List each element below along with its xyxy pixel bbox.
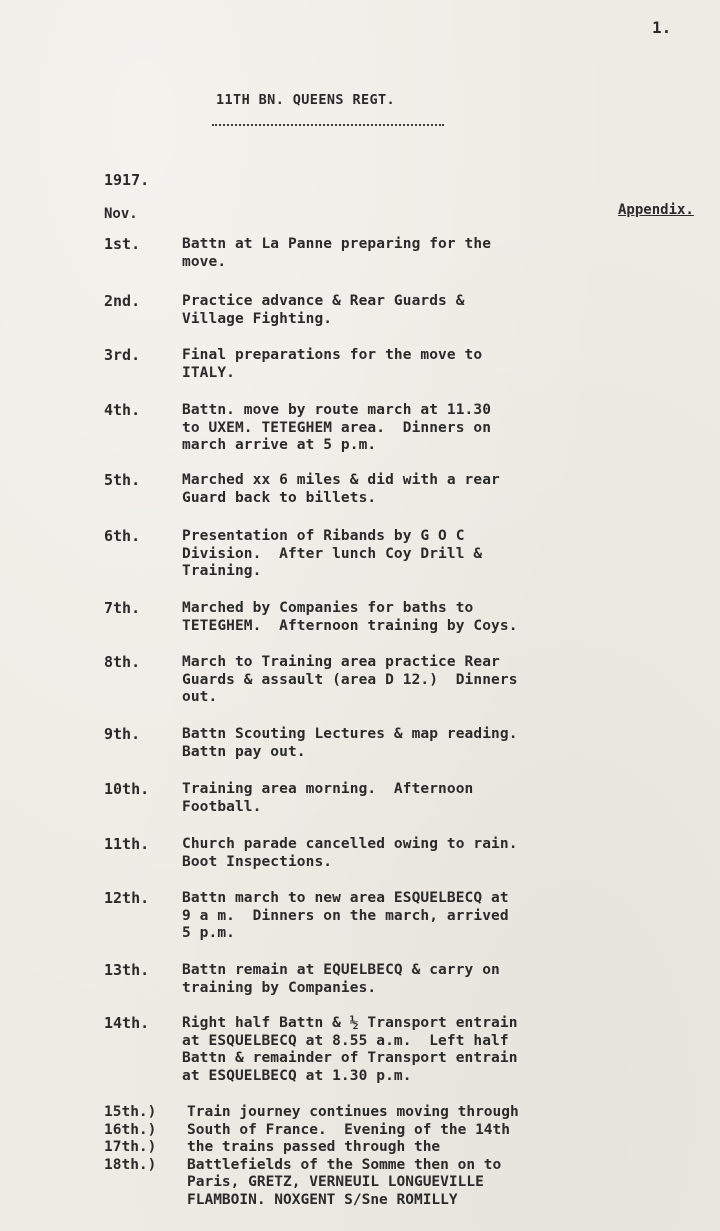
entry-text: Training area morning. Afternoon Football.	[182, 781, 474, 815]
entry-date: 14th.	[104, 1014, 150, 1032]
entry-date: 7th.	[104, 599, 141, 617]
entry-date: 6th.	[104, 527, 141, 545]
entry-text: Battn. move by route march at 11.30 to UXEM. TETEGHEM area. Dinners on march arrive at 5 p.m.	[182, 402, 492, 453]
appendix-column-heading: Appendix.	[618, 202, 694, 218]
title-underline	[212, 124, 444, 126]
entry-date: 1st.	[104, 235, 141, 253]
entry-date: 11th.	[104, 835, 150, 853]
page-number: 1.	[652, 18, 672, 37]
entry-date: 3rd.	[104, 346, 141, 364]
entry-date-range: 15th.) 16th.) 17th.) 18th.)	[104, 1104, 157, 1173]
entry-text: Final preparations for the move to ITALY.	[182, 347, 483, 381]
entry-text: Battn remain at EQUELBECQ & carry on training by Companies.	[182, 962, 500, 996]
entry-date: 9th.	[104, 725, 141, 743]
entry-date: 12th.	[104, 889, 150, 907]
entry-text: Marched by Companies for baths to TETEGHEM. Afternoon training by Coys.	[182, 600, 518, 634]
entry-text: Train journey continues moving through South of France. Evening of the 14th the trains passed through the Battlefields of the Somme then on to Paris, GRETZ, VERNEUIL LONGUEVILLE FLAMBOIN. NOXGENT S/Sne ROMILLY	[187, 1104, 519, 1208]
entry-date: 10th.	[104, 780, 150, 798]
diary-year: 1917.	[104, 171, 150, 189]
diary-month: Nov.	[104, 206, 138, 222]
entry-date: 4th.	[104, 401, 141, 419]
entry-text: Marched xx 6 miles & did with a rear Guard back to billets.	[182, 472, 500, 506]
entry-text: Right half Battn & ½ Transport entrain at ESQUELBECQ at 8.55 a.m. Left half Battn & remainder of Transport entrain at ESQUELBECQ at 1.30 p.m.	[182, 1015, 518, 1084]
entry-text: March to Training area practice Rear Guards & assault (area D 12.) Dinners out.	[182, 654, 518, 705]
entry-text: Practice advance & Rear Guards & Village Fighting.	[182, 293, 465, 327]
entry-text: Church parade cancelled owing to rain. Boot Inspections.	[182, 836, 518, 870]
entry-text: Battn Scouting Lectures & map reading. Battn pay out.	[182, 726, 518, 760]
entry-text: Battn at La Panne preparing for the move.	[182, 236, 492, 270]
entry-text: Battn march to new area ESQUELBECQ at 9 a m. Dinners on the march, arrived 5 p.m.	[182, 890, 509, 941]
entry-date: 13th.	[104, 961, 150, 979]
entry-text: Presentation of Ribands by G O C Division. After lunch Coy Drill & Training.	[182, 528, 483, 579]
entry-date: 5th.	[104, 471, 141, 489]
entry-date: 2nd.	[104, 292, 141, 310]
page-title: 11TH BN. QUEENS REGT.	[216, 92, 396, 108]
entry-date: 8th.	[104, 653, 141, 671]
